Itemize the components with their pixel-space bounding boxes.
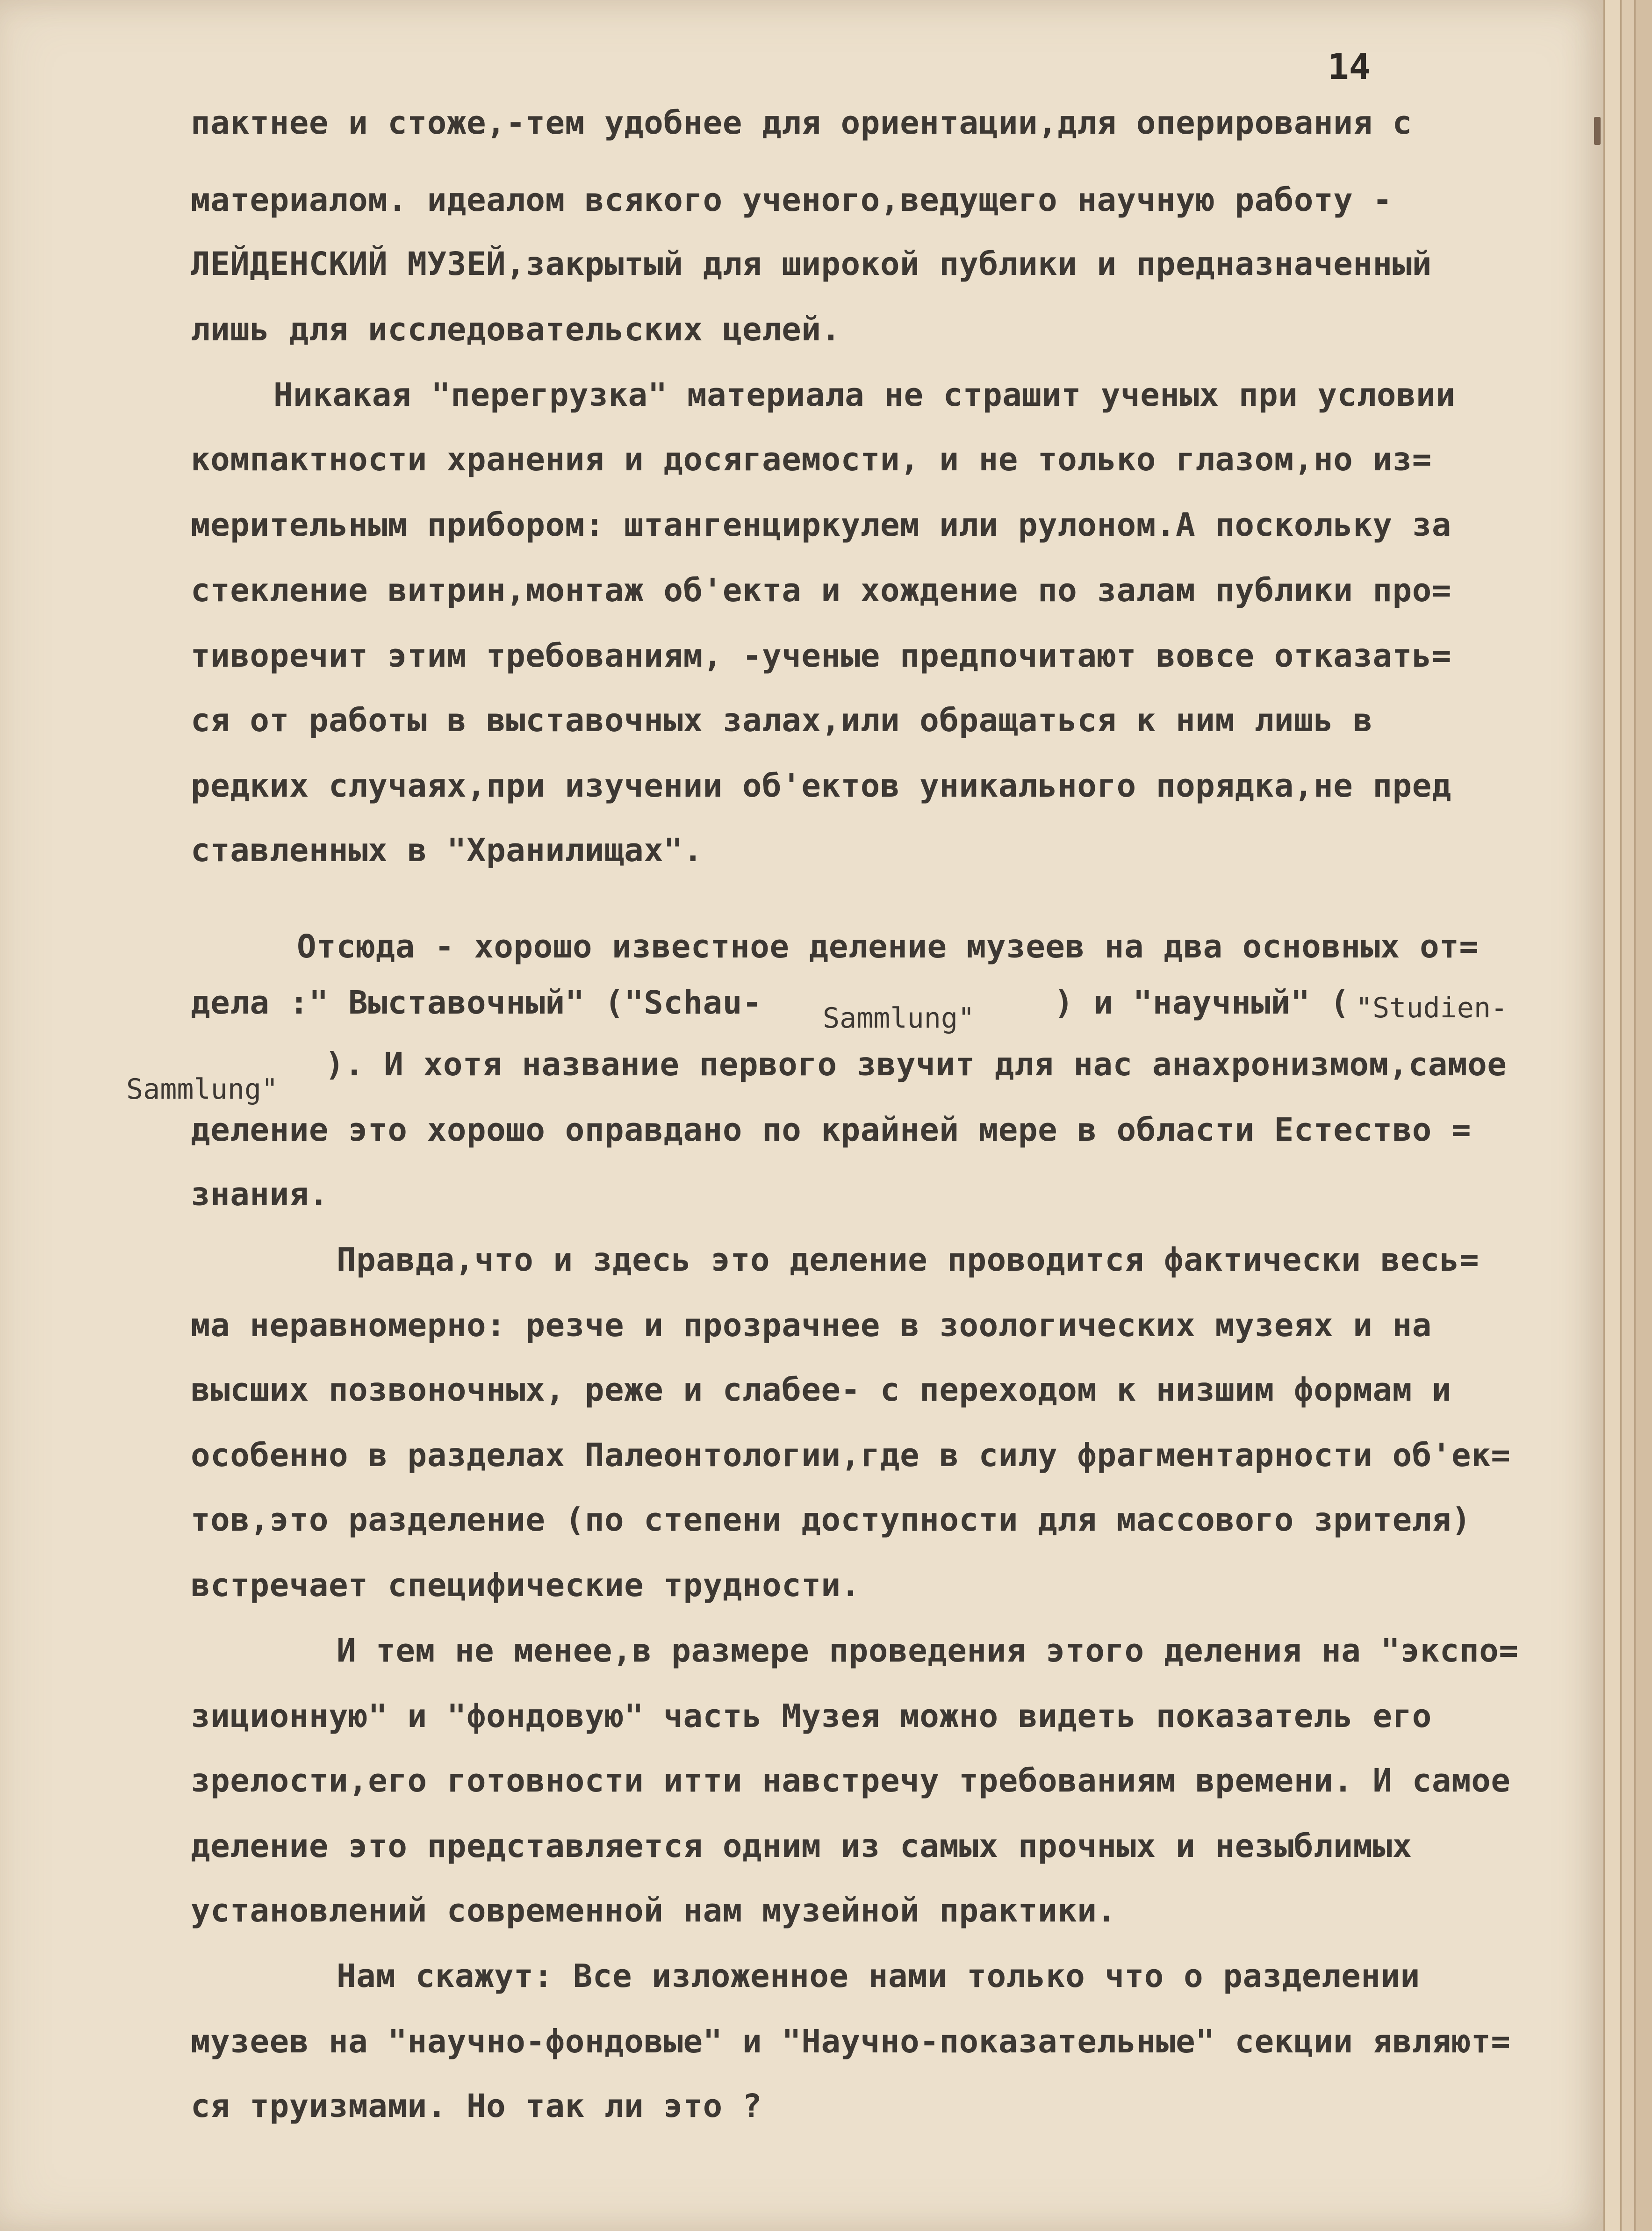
text-line: материалом. идеалом всякого ученого,ведущего научную работу - [191, 181, 1393, 219]
text-line: деление это представляется одним из самых прочных и незыблимых [191, 1828, 1412, 1865]
text-line: Отсюда - хорошо известное деление музеев на два основных от= [297, 928, 1479, 965]
binder-clip [1594, 117, 1601, 145]
page-edge [1620, 0, 1636, 2231]
text-line: ). И хотя название первого звучит для нас анахронизмом,самое [325, 1046, 1507, 1083]
insertion-text: Sammlung" [126, 1073, 279, 1106]
insertion-text: Sammlung" [823, 1002, 975, 1035]
text-line: пактнее и стоже,-тем удобнее для ориентации,для оперирования с [191, 104, 1412, 142]
text-line: И тем не менее,в размере проведения этого деления на "экспо= [337, 1632, 1519, 1670]
text-line: редких случаях,при изучении об'ектов уникального порядка,не пред [191, 767, 1452, 805]
text-line: музеев на "научно-фондовые" и "Научно-показательные" секции являют= [191, 2023, 1511, 2060]
text-line: зиционную" и "фондовую" часть Музея можно видеть показатель его [191, 1698, 1432, 1735]
text-line: Правда,что и здесь это деление проводится фактически весь= [337, 1241, 1480, 1279]
text-line: особенно в разделах Палеонтологии,где в силу фрагментарности об'ек= [191, 1437, 1511, 1474]
text-line: ставленных в "Хранилищах". [191, 832, 703, 869]
text-line: компактности хранения и досягаемости, и не только глазом,но из= [191, 441, 1432, 478]
text-line: Никакая "перегрузка" материала не страшит ученых при условии [273, 376, 1456, 414]
text-line: ся от работы в выставочных залах,или обращаться к ним лишь в [191, 702, 1373, 739]
text-line: тиворечит этим требованиям, -ученые предпочитают вовсе отказать= [191, 637, 1452, 675]
text-line: Нам скажут: Все изложенное нами только что о разделении [337, 1958, 1420, 1995]
text-line: ЛЕЙДЕНСКИЙ МУЗЕЙ,закрытый для широкой публики и предназначенный [191, 245, 1432, 283]
text-line: деление это хорошо оправдано по крайней мере в области Естество = [191, 1111, 1472, 1149]
text-line: дела :" Выставочный" ("Schau- [191, 984, 762, 1022]
text-line: тов,это разделение (по степени доступности для массового зрителя) [191, 1501, 1472, 1539]
page-number: 14 [1328, 46, 1371, 87]
text-line: ма неравномерно: резче и прозрачнее в зоологических музеях и на [191, 1307, 1432, 1344]
text-line: стекление витрин,монтаж об'екта и хождение по залам публики про= [191, 572, 1452, 609]
text-line: встречает специфические трудности. [191, 1567, 861, 1604]
page-edge [1603, 0, 1622, 2231]
text-line: ся труизмами. Но так ли это ? [191, 2087, 762, 2125]
text-line: установлений современной нам музейной практики. [191, 1892, 1117, 1929]
text-line: зрелости,его готовности итти навстречу требованиям времени. И самое [191, 1762, 1511, 1799]
text-line: лишь для исследовательских целей. [191, 311, 841, 348]
text-line: высших позвоночных, реже и слабее- с переходом к низшим формам и [191, 1371, 1452, 1409]
text-line: знания. [191, 1176, 329, 1213]
text-line: мерительным прибором: штангенциркулем или рулоном.А поскольку за [191, 506, 1452, 544]
text-line: ) и "научный" ( [1054, 984, 1350, 1022]
page-edge [1634, 0, 1652, 2231]
insertion-text: "Studien- [1356, 992, 1508, 1024]
